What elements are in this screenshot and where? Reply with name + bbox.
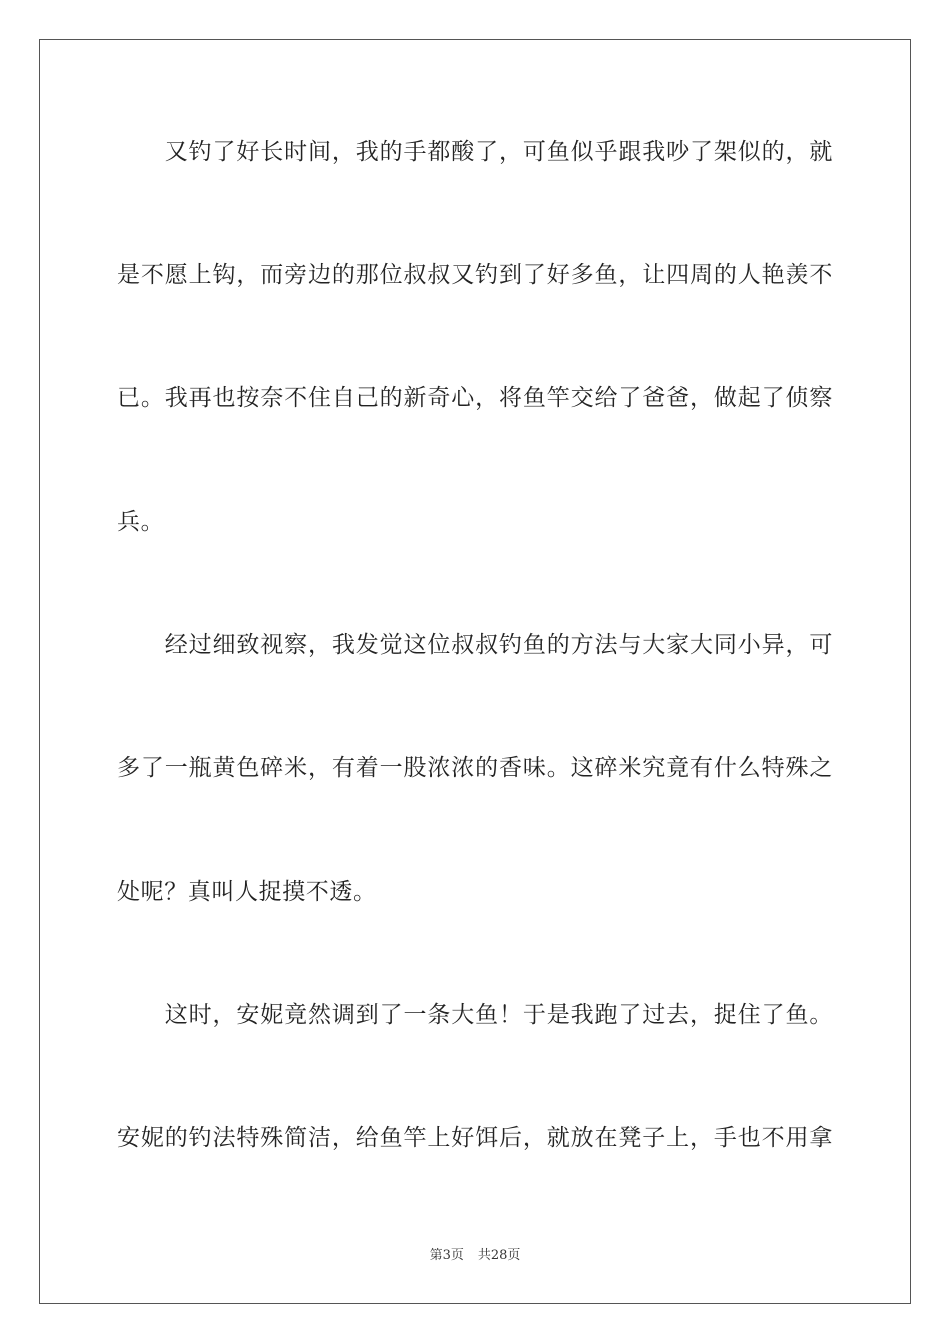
paragraph-1-line-4: 兵。 (117, 509, 165, 535)
page-number: 第3页 (429, 1248, 464, 1263)
paragraph-1-line-3: 已。我再也按奈不住自己的新奇心，将鱼竿交给了爸爸，做起了侦察 (117, 385, 833, 411)
paragraph-2-line-1: 经过细致视察，我发觉这位叔叔钓鱼的方法与大家大同小异，可 (117, 632, 833, 658)
page-total: 共28页 (477, 1248, 521, 1263)
paragraph-2-line-2: 多了一瓶黄色碎米，有着一股浓浓的香味。这碎米究竟有什么特殊之 (117, 755, 833, 781)
paragraph-1-line-1: 又钓了好长时间，我的手都酸了，可鱼似乎跟我吵了架似的，就 (117, 139, 833, 165)
paragraph-3-line-2: 安妮的钓法特殊简洁，给鱼竿上好饵后，就放在凳子上，手也不用拿 (117, 1125, 833, 1151)
paragraph-3-line-1: 这时，安妮竟然调到了一条大鱼！于是我跑了过去，捉住了鱼。 (117, 1002, 833, 1028)
page-footer (0, 1247, 950, 1265)
page-border (39, 39, 911, 1304)
paragraph-2-line-3: 处呢？真叫人捉摸不透。 (117, 879, 377, 905)
paragraph-1-line-2: 是不愿上钩，而旁边的那位叔叔又钓到了好多鱼，让四周的人艳羡不 (117, 262, 833, 288)
